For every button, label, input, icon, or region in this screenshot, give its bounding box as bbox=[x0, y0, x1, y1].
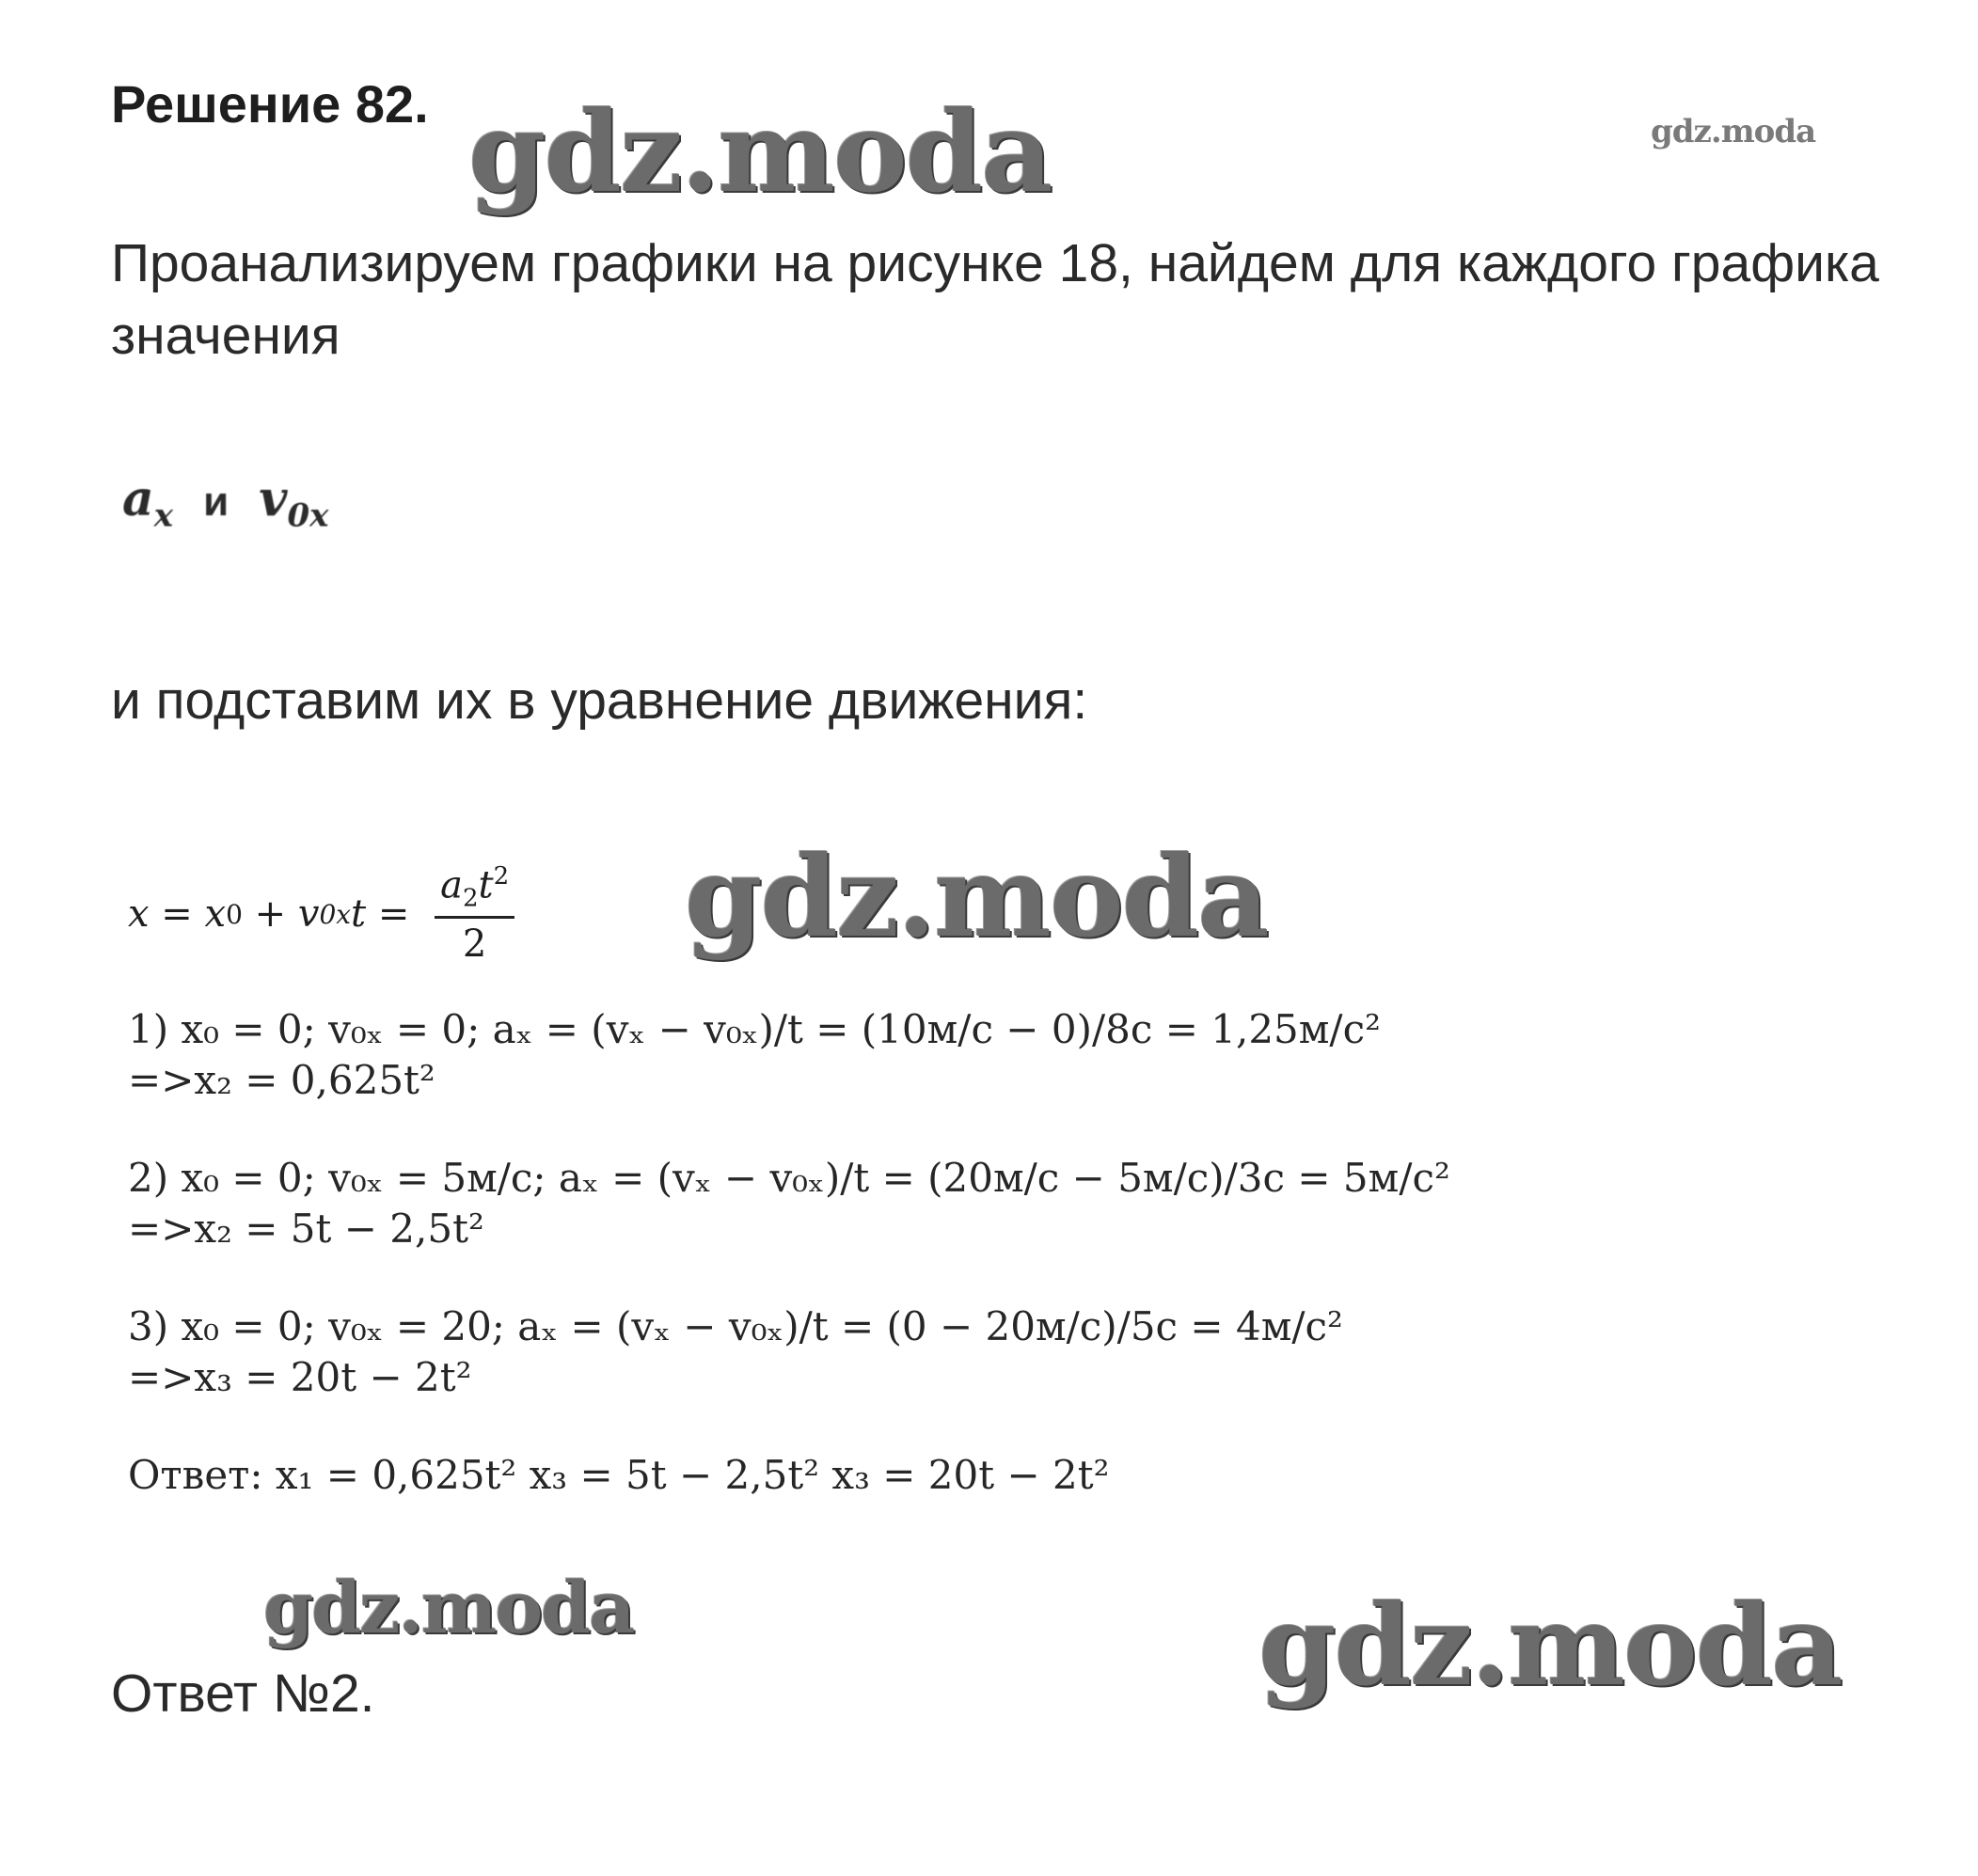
eq-lhs: x = x bbox=[128, 892, 227, 936]
eq-x0-sub: 0 bbox=[226, 898, 243, 930]
watermark-top: gdz.moda bbox=[468, 87, 1052, 217]
eq-t: t = bbox=[351, 892, 422, 936]
eq-num-a-sub: 2 bbox=[462, 884, 479, 913]
eq-plus-v: + v bbox=[242, 892, 320, 936]
eq-v-sub: 0x bbox=[319, 898, 352, 930]
eq-fraction bbox=[435, 862, 514, 966]
eq-num-t: t bbox=[478, 863, 494, 907]
var-v: v bbox=[259, 470, 288, 528]
solution-answer-line: Ответ: x₁ = 0,625t² x₃ = 5t − 2,5t² x₃ = 20t − 2t² bbox=[128, 1452, 1110, 1498]
solution-1-line-a: 1) x₀ = 0; v₀ₓ = 0; aₓ = (vₓ − v₀ₓ)/t = (10м/с − 0)/8с = 1,25м/с² bbox=[128, 1006, 1381, 1052]
var-a: a bbox=[122, 470, 154, 528]
eq-numerator bbox=[435, 862, 514, 919]
watermark-corner: gdz.moda bbox=[1651, 113, 1816, 150]
solution-2-line-a: 2) x₀ = 0; v₀ₓ = 5м/с; aₓ = (vₓ − v₀ₓ)/t = (20м/с − 5м/с)/3с = 5м/с² bbox=[128, 1155, 1450, 1201]
watermark-bottom-left: gdz.moda bbox=[263, 1566, 634, 1649]
watermark-bottom-right: gdz.moda bbox=[1258, 1580, 1842, 1710]
substitution-paragraph: и подставим их в уравнение движения: bbox=[111, 670, 1088, 731]
page-title: Решение 82. bbox=[111, 74, 429, 134]
solution-1-line-b: =>x₂ = 0,625t² bbox=[128, 1057, 435, 1103]
eq-denominator: 2 bbox=[462, 922, 487, 967]
solution-3-line-b: =>x₃ = 20t − 2t² bbox=[128, 1354, 472, 1400]
eq-num-exp: 2 bbox=[493, 861, 510, 891]
var-v-sub: 0x bbox=[287, 497, 329, 535]
variables-formula bbox=[122, 470, 328, 534]
var-and: и bbox=[203, 479, 229, 525]
solution-3-line-a: 3) x₀ = 0; v₀ₓ = 20; aₓ = (vₓ − v₀ₓ)/t = (0 − 20м/с)/5с = 4м/с² bbox=[128, 1303, 1343, 1349]
watermark-middle: gdz.moda bbox=[685, 831, 1268, 962]
solution-2-line-b: =>x₂ = 5t − 2,5t² bbox=[128, 1206, 484, 1252]
final-answer: Ответ №2. bbox=[111, 1663, 375, 1724]
intro-paragraph: Проанализируем графики на рисунке 18, найдем для каждого графика значения bbox=[111, 233, 1879, 366]
motion-equation bbox=[128, 858, 514, 970]
eq-num-a: a bbox=[440, 863, 463, 907]
var-a-sub: x bbox=[153, 497, 173, 535]
